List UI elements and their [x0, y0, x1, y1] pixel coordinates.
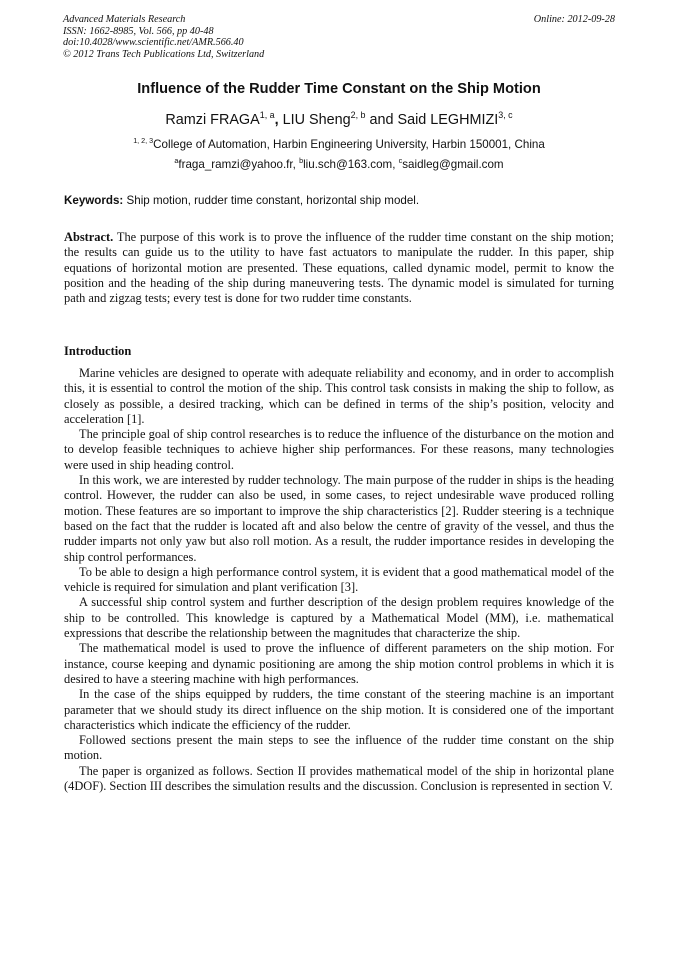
author-name: Said LEGHMIZI	[397, 112, 499, 128]
body-paragraph: To be able to design a high performance control system, it is evident that a good mathematical model of the vehicle is required for simulation and plant verification [3].	[64, 564, 614, 595]
author-line	[0, 112, 678, 128]
doi-line: doi:10.4028/www.scientific.net/AMR.566.40	[63, 37, 244, 49]
body-paragraph: A successful ship control system and further description of the design problem requires knowledge of the ship to be controlled. This knowledge is captured by a Mathematical Model (MM), i.e. mathematical expressions that describe the relationship between the magnitudes that characterize the ship.	[64, 595, 614, 641]
body-paragraph: Marine vehicles are designed to operate with adequate reliability and economy, and in order to accomplish this, it is essential to control the motion of the ship. This control task consists in making the ship to follow, as closely as possible, a desired tracking, which can be defined in terms of the ship’s position, velocity and acceleration [1].	[64, 366, 614, 426]
journal-info	[63, 14, 615, 60]
author-sup: 3, c	[498, 110, 513, 121]
journal-name: Advanced Materials Research	[63, 14, 186, 25]
keywords	[64, 194, 614, 207]
abstract-text: The purpose of this work is to prove the influence of the rudder time constant on the ship motion; the results can guide us to the utility to have fast actuators to manipulate the rudder. In this paper, ship equations of horizontal motion are presented. These equations, called dynamic model, permit to know the position and the heading of the ship during maneuvering tests. The dynamic model is simulated for turning path and zigzag tests; every test is done for two rudder time constants.	[64, 230, 614, 306]
abstract	[64, 230, 614, 306]
affiliation-sup: 1, 2, 3	[133, 136, 154, 146]
body-paragraph: In the case of the ships equipped by rudders, the time constant of the steering machine is an important parameter that we should study its direct influence on the ship motion. It is considered one of the important characteristics which indicate the efficiency of the rudder.	[64, 687, 614, 732]
keywords-text: Ship motion, rudder time constant, horizontal ship model.	[126, 194, 420, 207]
email-link[interactable]: liu.sch@163.com,	[303, 158, 396, 171]
body-paragraph: The paper is organized as follows. Section II provides mathematical model of the ship in horizontal plane (4DOF). Section III describes the simulation results and the discussion. Conclusion is represented in section V.	[64, 763, 614, 794]
email-sup: c	[398, 156, 403, 166]
abstract-label: Abstract.	[64, 230, 114, 244]
body-paragraph: The principle goal of ship control researches is to reduce the influence of the disturbance on the motion and to develop feasible techniques to achieve higher ship performances. For these reasons, many technologies were used in ship heading control.	[64, 427, 614, 472]
body-paragraph: In this work, we are interested by rudder technology. The main purpose of the rudder in ships is the heading control. However, the rudder can also be used, in some cases, to reject undesirable wave produced rolling motion. These features are so important to improve the ship characteristics [2]. Rudder steering is a technique based on the fact that the rudder is located aft and also below the centre of gravity of the vessel, and thus the rudder imparts not only yaw but also roll motion. As a result, the rudder importance resides in developing the ship control performances.	[64, 473, 614, 564]
author-separator: and	[369, 112, 394, 128]
journal-header	[63, 14, 615, 60]
online-date: Online: 2012-09-28	[533, 14, 615, 25]
affiliation-text: College of Automation, Harbin Engineering University, Harbin 150001, China	[153, 138, 545, 151]
author-sup: 2, b	[350, 110, 366, 121]
email-link[interactable]: saidleg@gmail.com	[402, 158, 504, 171]
author-name: Ramzi FRAGA	[165, 112, 260, 128]
issn-line: ISSN: 1662-8985, Vol. 566, pp 40-48	[63, 25, 214, 37]
author-separator: ,	[274, 112, 279, 128]
paper-title: Influence of the Rudder Time Constant on the Ship Motion	[137, 81, 541, 97]
email-sup: a	[174, 156, 179, 166]
abstract-paragraph	[64, 230, 614, 306]
section-heading: Introduction	[64, 344, 132, 358]
body-paragraph: Followed sections present the main steps to see the influence of the rudder time constant on the ship motion.	[64, 733, 614, 763]
body-paragraph: The mathematical model is used to prove the influence of different parameters on the ship motion. For instance, course keeping and dynamic positioning are among the ship motion control problems in which it is desired to have a steering machine with high performances.	[64, 641, 614, 686]
email-line	[0, 158, 678, 171]
keywords-label: Keywords:	[64, 194, 124, 207]
introduction-body	[64, 366, 614, 794]
affiliation	[0, 138, 678, 151]
author-sup: 1, a	[259, 110, 275, 121]
copyright-line: © 2012 Trans Tech Publications Ltd, Switzerland	[63, 48, 265, 60]
author-name: LIU Sheng	[282, 112, 351, 128]
email-sup: b	[299, 156, 304, 166]
email-link[interactable]: fraga_ramzi@yahoo.fr,	[178, 158, 296, 171]
